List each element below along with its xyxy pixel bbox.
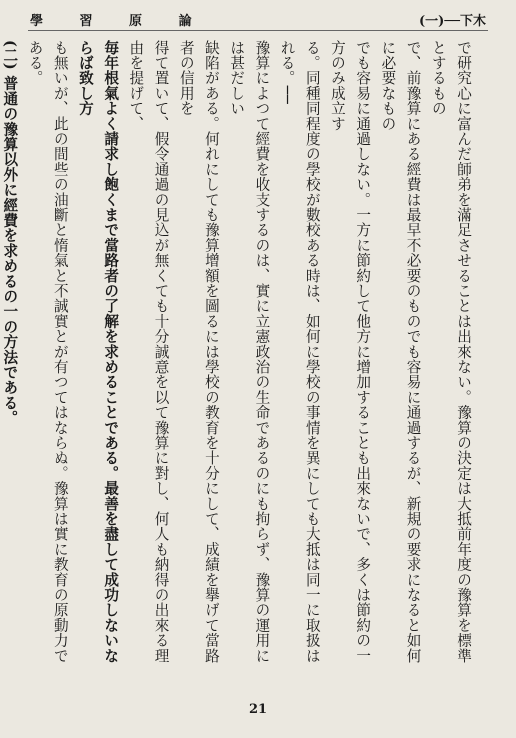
header-chapter-title: (一)──下木 <box>419 14 486 29</box>
running-header <box>30 10 486 32</box>
body-line: で研究心に富んだ師弟を滿足させることは出來ない。豫算の決定は大抵前年度の豫算を標準とするもの <box>429 40 472 664</box>
vertical-body-text <box>1 40 476 665</box>
page-number: 21 <box>248 702 268 717</box>
body-line: 毎年根氣よく請求し飽くまで當路者の了解を求めることである。最善を盡して成功しないならば致し方 <box>76 40 120 664</box>
body-line: でも容易に通過しない。一方に節約して他方に增加することも出來ないで、多くは節約の一方のみ成立す <box>328 40 372 664</box>
body-line: る。同種同程度の學校が數校ある時は、如何に學校の事情を異にしても大抵は同一に取扱はれる。── <box>278 40 321 664</box>
header-book-title: 學 習 原 論 <box>30 14 208 29</box>
body-line: 豫算によつて經費を收支するのは、實に立憲政治の生命であるのにも拘らず、豫算の運用には甚だしい <box>228 40 271 664</box>
body-line: も無いが、此の間些の油斷と惰氣と不誠實とが有つてはならぬ。豫算は實に教育の原動力である。 <box>26 40 69 664</box>
body-line: で、前豫算にある經費は最早不必要のものでも容易に通過するが、新規の要求になると如何に必要なもの <box>379 40 422 664</box>
section-heading: (二) 普通の豫算以外に經費を求めるの一の方法である。 <box>1 40 19 426</box>
body-line: 缺陷がある。何れにしても豫算增額を圖るには學校の教育を十分にして、成績を擧げて當路者の信用を <box>177 40 220 664</box>
header-rule <box>28 30 488 31</box>
body-line: 得て置いて、假令通過の見込が無くても十分誠意を以て豫算に對し、何人も納得の出來る理由を提げて、 <box>127 40 170 664</box>
